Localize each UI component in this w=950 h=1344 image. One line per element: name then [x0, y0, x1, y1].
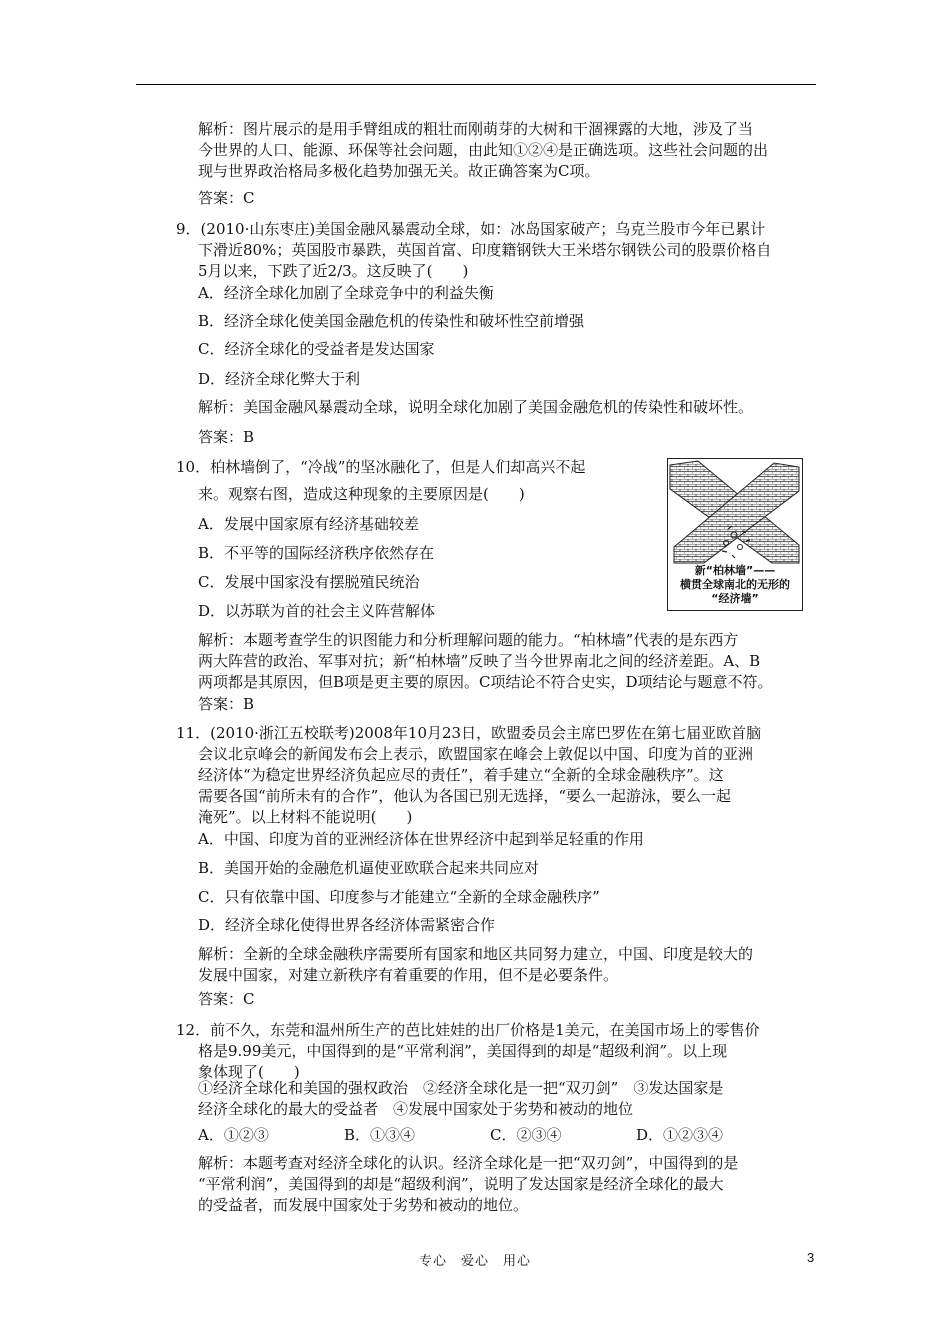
- q9-option-b: B．经济全球化使美国金融危机的传染性和破坏性空前增强: [198, 312, 585, 330]
- text-line: 经济全球化的最大的受益者 ④发展中国家处于劣势和被动的地位: [198, 1100, 634, 1118]
- text-line: ①经济全球化和美国的强权政治 ②经济全球化是一把“双刃剑” ③发达国家是: [198, 1079, 724, 1097]
- text-line: 的受益者，而发展中国家处于劣势和被动的地位。: [198, 1196, 529, 1214]
- q11-option-a: A．中国、印度为首的亚洲经济体在世界经济中起到举足轻重的作用: [198, 830, 644, 848]
- text-line: 今世界的人口、能源、环保等社会问题，由此知①②④是正确选项。这些社会问题的出: [198, 141, 769, 159]
- berlin-wall-cartoon: [667, 458, 803, 611]
- q12-option-a: A．①②③: [198, 1126, 269, 1144]
- text-line: 11．(2010·浙江五校联考)2008年10月23日，欧盟委员会主席巴罗佐在第七届亚欧首脑: [176, 724, 762, 742]
- q12-items: [198, 1078, 723, 1120]
- header-rule: [136, 84, 816, 85]
- q8-answer: 答案：C: [198, 189, 255, 207]
- text-line: 淹死”。以上材料不能说明( ): [198, 808, 413, 826]
- text-line: 解析：本题考查对经济全球化的认识。经济全球化是一把“双刃剑”，中国得到的是: [198, 1154, 739, 1172]
- text-line: 9．(2010·山东枣庄)美国金融风暴震动全球，如：冰岛国家破产；乌克兰股市今年已累计: [176, 220, 766, 238]
- q9-answer: 答案：B: [198, 428, 255, 446]
- q8-analysis: [198, 119, 768, 182]
- text-line: 会议北京峰会的新闻发布会上表示，欧盟国家在峰会上敦促以中国、印度为首的亚洲: [198, 745, 754, 763]
- q9-analysis: 解析：美国金融风暴震动全球，说明全球化加剧了美国金融危机的传染性和破坏性。: [198, 398, 754, 416]
- text-line: 两大阵营的政治、军事对抗；新“柏林墙”反映了当今世界南北之间的经济差距。A、B: [198, 652, 761, 670]
- q10-option-d: D．以苏联为首的社会主义阵营解体: [198, 602, 436, 620]
- text-line: 解析：全新的全球金融秩序需要所有国家和地区共同努力建立，中国、印度是较大的: [198, 945, 754, 963]
- page-number: 3: [807, 1250, 815, 1265]
- text-line: 解析：本题考查学生的识图能力和分析理解问题的能力。“柏林墙”代表的是东西方: [198, 631, 739, 649]
- text-line: 需要各国“前所未有的合作”，他认为各国已别无选择，“要么一起游泳，要么一起: [198, 787, 732, 805]
- q12-option-d: D．①②③④: [636, 1126, 724, 1144]
- crossed-walls-illustration: [668, 459, 801, 565]
- text-line: 5月以来，下跌了近2/3。这反映了( ): [198, 262, 469, 280]
- page-footer: 专心 爱心 用心: [418, 1254, 531, 1269]
- text-line: 格是9.99美元，中国得到的是“平常利润”，美国得到的却是“超级利润”。以上现: [198, 1042, 728, 1060]
- q12-option-b: B．①③④: [344, 1126, 416, 1144]
- q9-option-a: A．经济全球化加剧了全球竞争中的利益失衡: [198, 284, 494, 302]
- caption-line: 新“柏林墙”——: [694, 564, 776, 577]
- q11-analysis: [198, 944, 753, 986]
- q11-option-c: C．只有依靠中国、印度参与才能建立“全新的全球金融秩序”: [198, 888, 600, 906]
- q11-option-d: D．经济全球化使得世界各经济体需紧密合作: [198, 916, 496, 934]
- q12-option-c: C．②③④: [490, 1126, 562, 1144]
- figure-caption: [668, 564, 802, 606]
- text-line: 解析：图片展示的是用手臂组成的粗壮而刚萌芽的大树和干涸裸露的大地，涉及了当: [198, 120, 754, 138]
- q10-option-b: B．不平等的国际经济秩序依然存在: [198, 544, 435, 562]
- q11-stem: [176, 723, 761, 828]
- text-line: “平常利润”，美国得到的却是“超级利润”，说明了发达国家是经济全球化的最大: [198, 1175, 724, 1193]
- text-line: 经济体“为稳定世界经济负起应尽的责任”，着手建立“全新的全球金融秩序”。这: [198, 766, 724, 784]
- q10-stem-line-2: 来。观察右图，造成这种现象的主要原因是( ): [198, 485, 525, 503]
- q11-option-b: B．美国开始的金融危机逼使亚欧联合起来共同应对: [198, 859, 540, 877]
- q11-answer: 答案：C: [198, 990, 255, 1008]
- q10-option-a: A．发展中国家原有经济基础较差: [198, 515, 419, 533]
- text-line: 两项都是其原因，但B项是更主要的原因。C项结论不符合史实，D项结论与题意不符。: [198, 673, 773, 691]
- q9-option-c: C．经济全球化的受益者是发达国家: [198, 340, 435, 358]
- q9-stem: [176, 219, 771, 282]
- text-line: 发展中国家，对建立新秩序有着重要的作用，但不是必要条件。: [198, 966, 619, 984]
- text-line: 象体现了( ): [198, 1063, 300, 1081]
- q12-stem: [176, 1020, 760, 1083]
- q10-answer: 答案：B: [198, 695, 255, 713]
- q9-option-d: D．经济全球化弊大于利: [198, 370, 361, 388]
- text-line: 12．前不久，东莞和温州所生产的芭比娃娃的出厂价格是1美元，在美国市场上的零售价: [176, 1021, 760, 1039]
- caption-line: “经济墙”: [711, 592, 759, 605]
- q10-analysis: [198, 630, 773, 693]
- q12-analysis: [198, 1153, 738, 1216]
- q10-stem-line-1: 10．柏林墙倒了，“冷战”的坚冰融化了，但是人们却高兴不起: [176, 458, 586, 476]
- caption-line: 横贯全球南北的无形的: [680, 578, 790, 591]
- text-line: 下滑近80%；英国股市暴跌，英国首富、印度籍钢铁大王米塔尔钢铁公司的股票价格自: [198, 241, 772, 259]
- text-line: 现与世界政治格局多极化趋势加强无关。故正确答案为C项。: [198, 162, 600, 180]
- q10-option-c: C．发展中国家没有摆脱殖民统治: [198, 573, 420, 591]
